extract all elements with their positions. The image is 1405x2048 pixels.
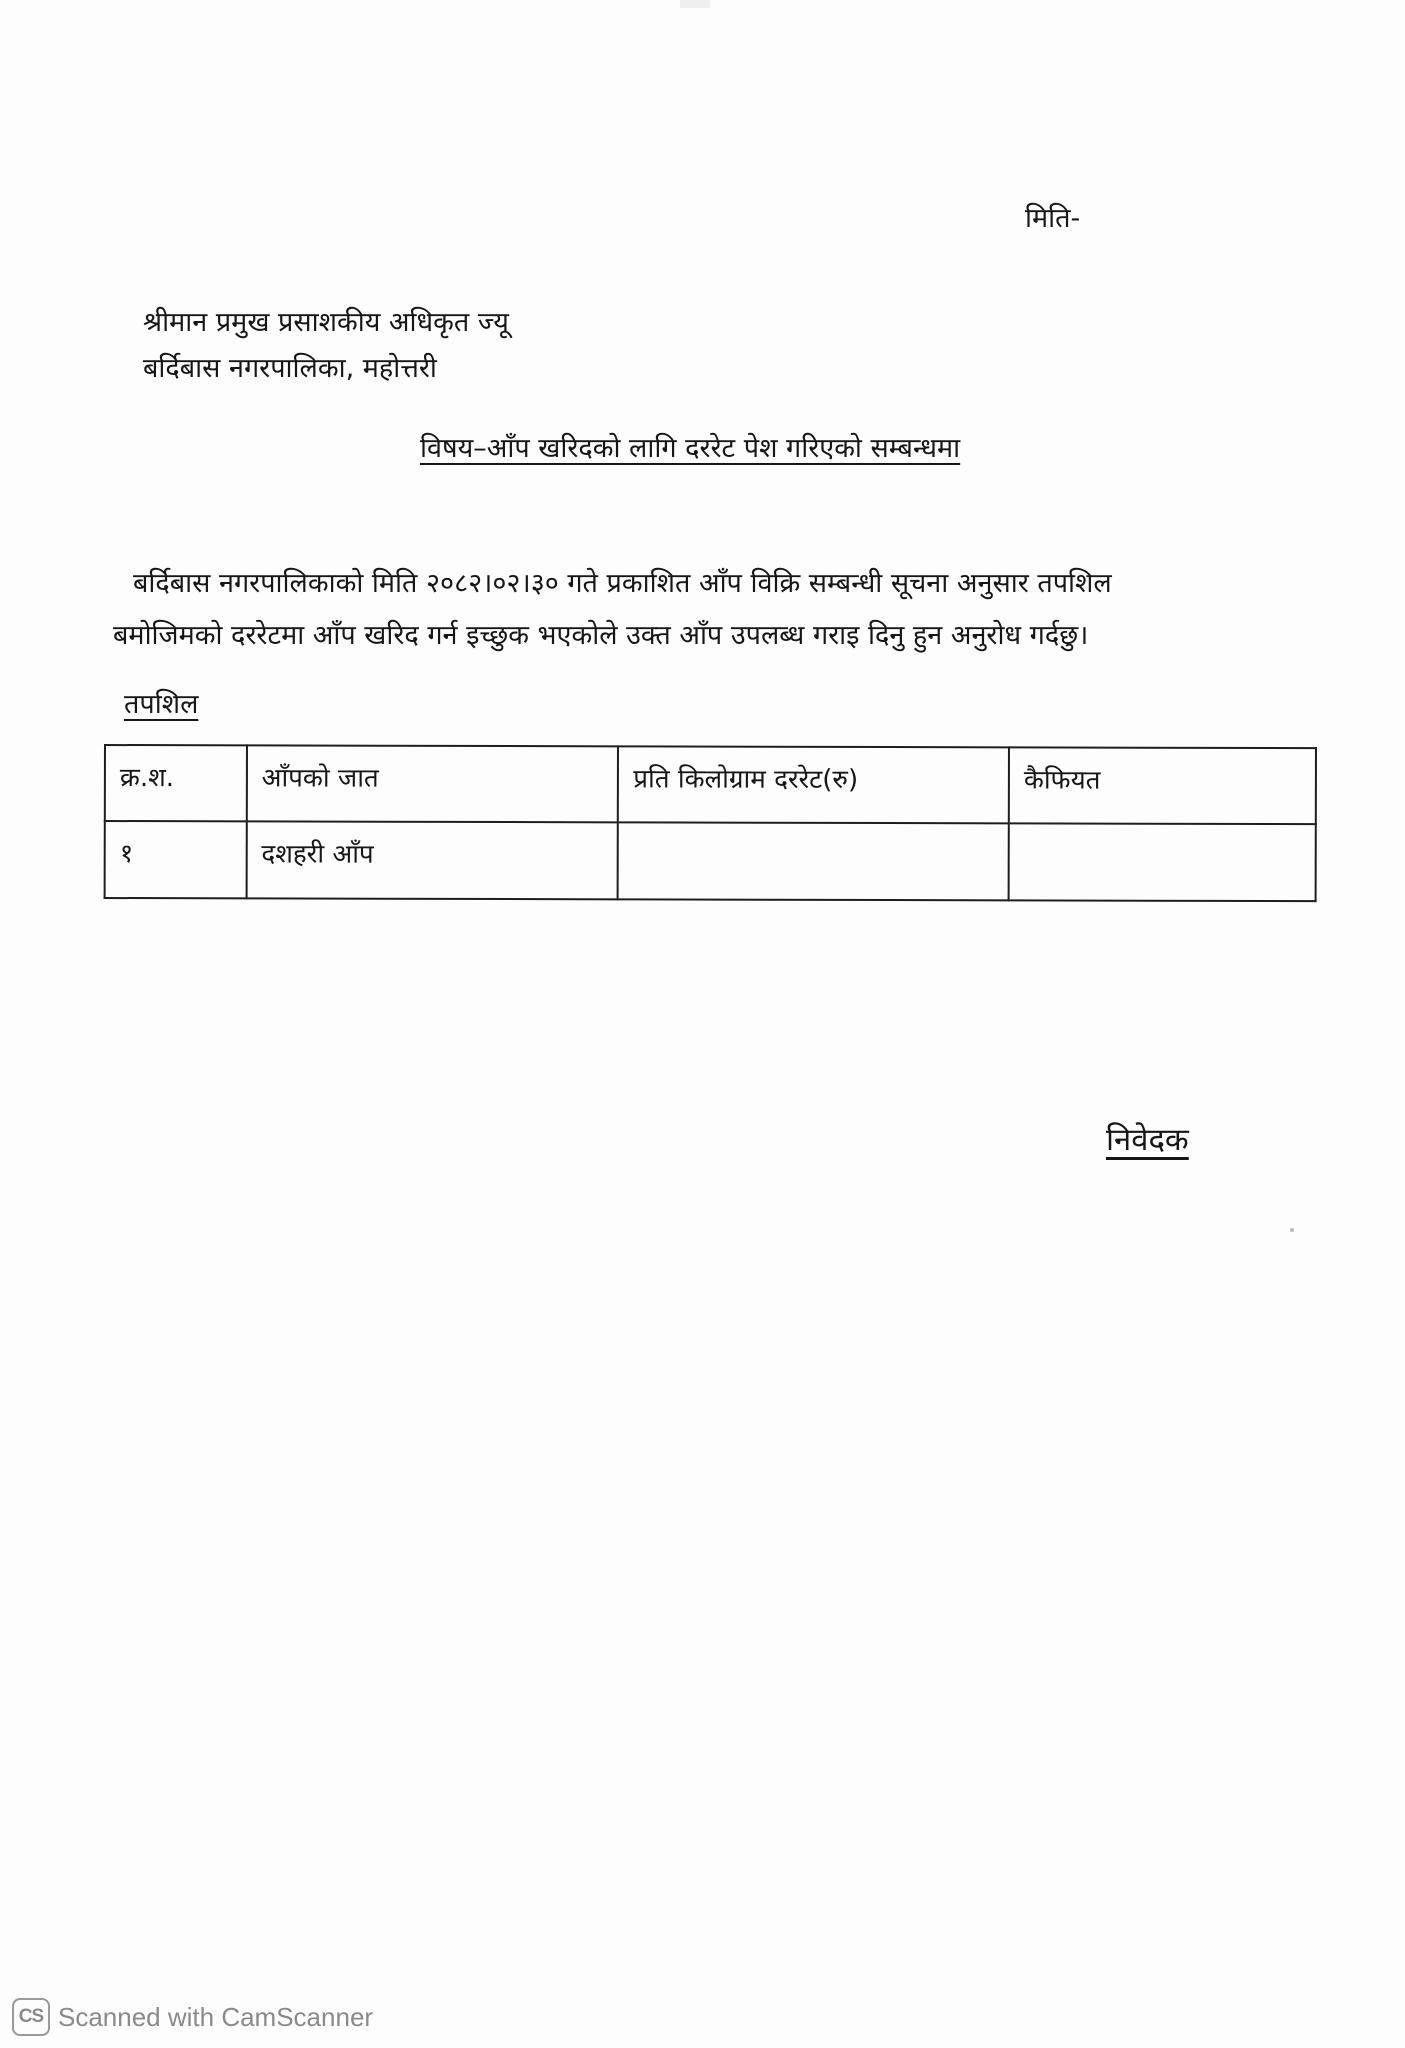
table-header-row: [105, 745, 1316, 824]
cell-rate-per-kg: [618, 822, 1009, 900]
watermark-text: Scanned with CamScanner: [58, 2001, 374, 2032]
addressee-title: श्रीमान प्रमुख प्रसाशकीय अधिकृत ज्यू: [143, 307, 509, 338]
addressee-office: बर्दिबास नगरपालिका, महोत्तरी: [143, 353, 437, 384]
scan-speck: [1290, 1228, 1294, 1232]
table-row: [105, 821, 1316, 901]
body-line-1: बर्दिबास नगरपालिकाको मिति २०८२।०२।३० गते प्रकाशित आँप विक्रि सम्बन्धी सूचना अनुसार तपशिल: [133, 568, 1112, 599]
scanner-watermark: [12, 1998, 373, 2036]
subject-line: विषय–आँप खरिदको लागि दररेट पेश गरिएको सम्बन्धमा: [420, 433, 961, 464]
addressee-block: [143, 300, 509, 392]
details-table: [104, 744, 1317, 902]
header-rate-per-kg: प्रति किलोग्राम दररेट(रु): [618, 746, 1009, 823]
section-heading: तपशिल: [124, 689, 199, 720]
body-paragraph: [113, 558, 1293, 662]
header-serial: क्र.श.: [105, 745, 247, 821]
scan-artifact: [680, 0, 710, 8]
header-remarks: कैफियत: [1009, 747, 1316, 824]
cell-remarks: [1009, 823, 1316, 901]
body-line-2: बमोजिमको दररेटमा आँप खरिद गर्न इच्छुक भएकोले उक्त आँप उपलब्ध गराइ दिनु हुन अनुरोध गर्दछु।: [113, 620, 1089, 651]
signature-label: निवेदक: [1106, 1122, 1189, 1158]
camscanner-logo-icon: CS: [12, 1998, 50, 2036]
cell-mango-variety: दशहरी आँप: [246, 821, 618, 899]
cell-serial: १: [105, 821, 247, 898]
date-label: मिति-: [1025, 203, 1081, 234]
header-mango-variety: आँपको जात: [247, 745, 619, 822]
